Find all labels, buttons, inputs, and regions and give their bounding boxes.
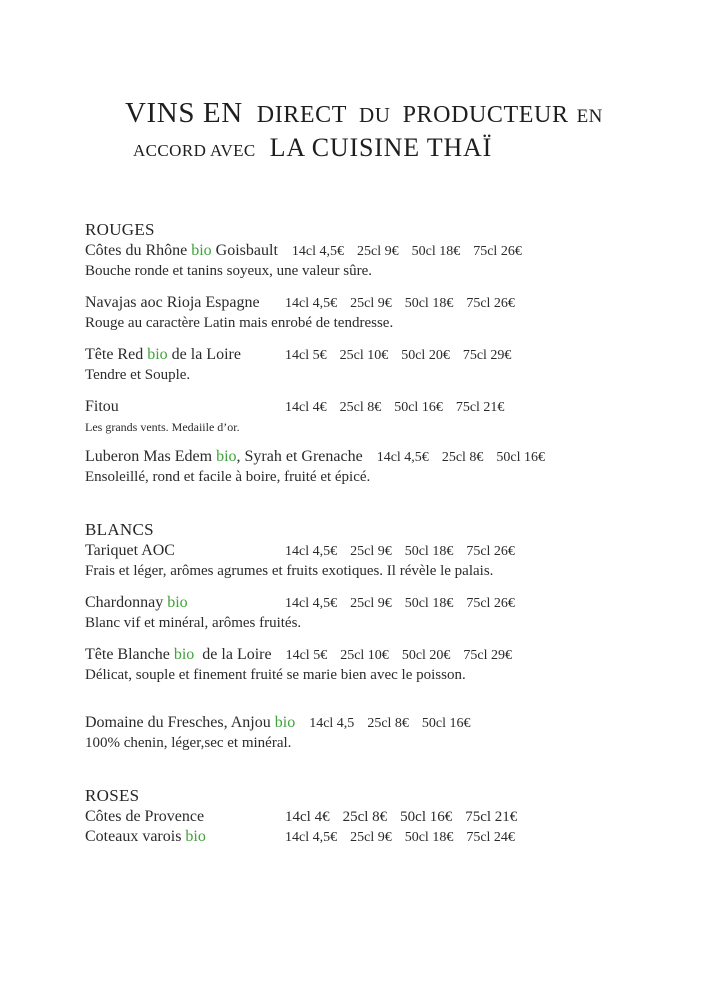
wine-name xyxy=(85,397,271,416)
bio-label: bio xyxy=(167,593,188,611)
section-blancs xyxy=(85,520,667,753)
title-segment: LA CUISINE THAÏ xyxy=(269,133,493,163)
price-75cl: 75cl 26€ xyxy=(473,243,522,259)
price-25cl: 25cl 9€ xyxy=(350,543,392,559)
wine-item xyxy=(85,593,667,633)
price-14cl: 14cl 4,5 xyxy=(309,715,355,731)
price-75cl: 75cl 29€ xyxy=(462,347,512,363)
wine-row xyxy=(85,593,667,613)
price-75cl: 75cl 29€ xyxy=(463,647,513,663)
price-50cl: 50cl 20€ xyxy=(401,647,451,663)
wine-row xyxy=(85,807,667,827)
wine-item xyxy=(85,293,667,333)
wine-prices xyxy=(309,714,470,733)
wine-row xyxy=(85,713,667,733)
wine-prices xyxy=(285,398,504,417)
wine-name-text: Goisbault xyxy=(211,241,278,259)
wine-row xyxy=(85,645,667,665)
wine-description: 100% chenin, léger,sec et minéral. xyxy=(85,734,292,751)
price-14cl: 14cl 4,5€ xyxy=(285,829,338,845)
section-heading: ROUGES xyxy=(85,219,155,239)
wine-row xyxy=(85,241,667,261)
wine-item xyxy=(85,241,667,281)
title-line-1 xyxy=(125,96,707,130)
wine-description: Bouche ronde et tanins soyeux, une valeur sûre. xyxy=(85,262,372,279)
wine-row xyxy=(85,447,667,467)
price-25cl: 25cl 8€ xyxy=(367,715,409,731)
section-roses xyxy=(85,786,667,847)
wine-name-text: Coteaux varois xyxy=(85,827,186,845)
wine-item xyxy=(85,345,667,385)
title-segment: EN xyxy=(576,106,603,127)
wine-item xyxy=(85,645,667,685)
price-14cl: 14cl 4€ xyxy=(285,399,327,415)
title-segment: VINS EN xyxy=(125,97,243,129)
wine-prices xyxy=(285,346,511,365)
price-50cl: 50cl 18€ xyxy=(404,295,454,311)
wine-item xyxy=(85,541,667,581)
price-14cl: 14cl 4,5€ xyxy=(285,543,338,559)
title-segment: PRODUCTEUR xyxy=(402,102,569,128)
wine-description: Rouge au caractère Latin mais enrobé de tendresse. xyxy=(85,314,394,331)
title-segment: DU xyxy=(359,103,391,127)
wine-prices xyxy=(285,294,515,313)
price-75cl: 75cl 26€ xyxy=(466,295,515,311)
price-25cl: 25cl 8€ xyxy=(339,399,382,415)
wine-name xyxy=(85,807,271,826)
price-50cl: 50cl 16€ xyxy=(496,449,546,465)
price-25cl: 25cl 9€ xyxy=(350,595,392,611)
price-25cl: 25cl 10€ xyxy=(339,347,389,363)
wine-name xyxy=(85,447,363,466)
wine-item xyxy=(85,397,667,435)
section-rouges xyxy=(85,220,667,487)
wine-item xyxy=(85,827,667,847)
bio-label: bio xyxy=(173,645,195,663)
wine-row xyxy=(85,541,667,561)
wine-item xyxy=(85,713,667,753)
wine-prices xyxy=(285,808,517,827)
price-25cl: 25cl 9€ xyxy=(350,295,392,311)
price-14cl: 14cl 5€ xyxy=(285,647,328,663)
wine-name xyxy=(85,345,271,364)
price-14cl: 14cl 5€ xyxy=(285,347,327,363)
wine-prices xyxy=(285,594,515,613)
wine-name-text: Luberon Mas Edem xyxy=(85,447,217,465)
price-14cl: 14cl 4,5€ xyxy=(285,295,338,311)
price-75cl: 75cl 26€ xyxy=(466,543,515,559)
wine-item xyxy=(85,807,667,827)
wine-description: Les grands vents. Medaiile d’or. xyxy=(85,419,240,434)
wine-prices xyxy=(285,542,515,561)
wine-name xyxy=(85,293,271,312)
wine-prices xyxy=(286,646,512,665)
wine-name-text: , Syrah et Grenache xyxy=(236,447,363,465)
wine-name xyxy=(85,241,278,260)
wine-row xyxy=(85,293,667,313)
wine-row xyxy=(85,827,667,847)
price-50cl: 50cl 20€ xyxy=(401,347,450,363)
wine-description: Tendre et Souple. xyxy=(85,366,191,383)
wine-prices xyxy=(377,448,545,467)
wine-item xyxy=(85,447,667,487)
wine-name-text: Navajas aoc Rioja Espagne xyxy=(85,293,260,311)
price-50cl: 50cl 18€ xyxy=(404,595,454,611)
price-25cl: 25cl 9€ xyxy=(350,829,392,845)
wine-name-text: Côtes du Rhône xyxy=(85,241,192,259)
price-50cl: 50cl 18€ xyxy=(404,829,454,845)
price-14cl: 14cl 4€ xyxy=(285,808,330,825)
price-14cl: 14cl 4,5€ xyxy=(291,243,344,259)
bio-label: bio xyxy=(147,345,168,363)
wine-name-text: Domaine du Fresches, Anjou xyxy=(85,713,275,731)
price-50cl: 50cl 16€ xyxy=(421,715,471,731)
wine-description: Frais et léger, arômes agrumes et fruits exotiques. Il révèle le palais. xyxy=(85,562,494,579)
price-75cl: 75cl 21€ xyxy=(465,808,518,825)
wine-name xyxy=(85,645,272,664)
price-25cl: 25cl 9€ xyxy=(357,243,399,259)
price-25cl: 25cl 10€ xyxy=(340,647,389,663)
wine-description: Ensoleillé, rond et facile à boire, fruité et épicé. xyxy=(85,468,371,485)
price-25cl: 25cl 8€ xyxy=(342,808,388,825)
section-heading: ROSES xyxy=(85,785,140,805)
price-50cl: 50cl 16€ xyxy=(400,808,453,825)
title-line-2 xyxy=(125,133,707,164)
price-50cl: 50cl 18€ xyxy=(411,243,461,259)
wine-description: Blanc vif et minéral, arômes fruités. xyxy=(85,614,302,631)
wine-name-text: Tête Red xyxy=(85,345,148,363)
bio-label: bio xyxy=(274,713,296,731)
menu-body xyxy=(85,220,667,847)
price-50cl: 50cl 18€ xyxy=(404,543,454,559)
wine-row xyxy=(85,345,667,365)
price-14cl: 14cl 4,5€ xyxy=(285,595,338,611)
wine-name-text: Côtes de Provence xyxy=(85,807,205,825)
price-50cl: 50cl 16€ xyxy=(394,399,443,415)
wine-name xyxy=(85,593,271,612)
wine-row xyxy=(85,397,667,417)
bio-label: bio xyxy=(191,241,212,259)
wine-prices xyxy=(292,242,522,261)
price-75cl: 75cl 21€ xyxy=(455,399,505,415)
title-segment: DIRECT xyxy=(256,102,348,128)
wine-name-text: Tariquet AOC xyxy=(85,541,175,559)
title-segment: ACCORD AVEC xyxy=(133,141,256,161)
wine-name xyxy=(85,827,271,846)
menu-title xyxy=(0,0,707,164)
wine-description: Délicat, souple et finement fruité se marie bien avec le poisson. xyxy=(85,666,466,683)
wine-name xyxy=(85,541,271,560)
wine-name xyxy=(85,713,295,732)
price-25cl: 25cl 8€ xyxy=(441,449,484,465)
price-14cl: 14cl 4,5€ xyxy=(376,449,429,465)
wine-name-text: de la Loire xyxy=(167,345,241,363)
wine-name-text: Tête Blanche xyxy=(85,645,174,663)
section-heading: BLANCS xyxy=(85,519,154,539)
bio-label: bio xyxy=(216,447,237,465)
wine-name-text: Fitou xyxy=(85,397,119,415)
wine-name-text: de la Loire xyxy=(194,645,272,663)
wine-prices xyxy=(285,828,515,847)
wine-name-text: Chardonnay xyxy=(85,593,168,611)
price-75cl: 75cl 24€ xyxy=(466,829,515,845)
price-75cl: 75cl 26€ xyxy=(466,595,515,611)
bio-label: bio xyxy=(185,827,206,845)
